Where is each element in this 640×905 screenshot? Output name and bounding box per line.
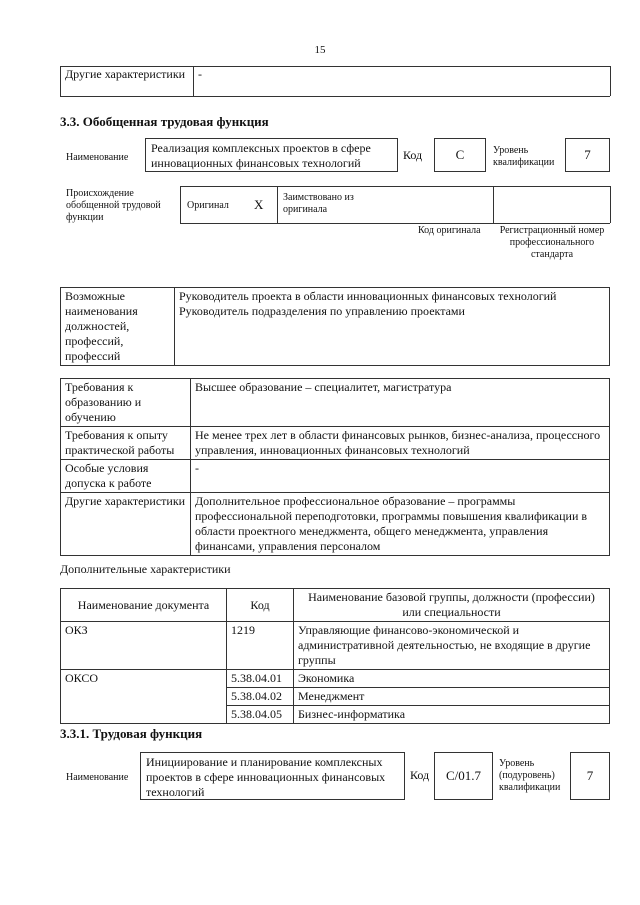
- positions-row: [61, 288, 610, 366]
- table-row: [61, 460, 610, 493]
- okso-code-3: 5.38.04.05: [227, 706, 294, 724]
- positions-value: [175, 288, 610, 366]
- tf-name-label: Наименование: [66, 772, 129, 783]
- req-other-label: Другие характеристики: [61, 493, 191, 556]
- gtf-level-box: [565, 138, 610, 172]
- table-row: [61, 589, 610, 622]
- req-conditions-label: Особые условия допуска к работе: [61, 460, 191, 493]
- req-experience-value: Не менее трех лет в области финансовых рынков, бизнес-анализа, процессного управления, инновационных финансовых технологий: [191, 427, 610, 460]
- tf-code-value: С/01.7: [445, 768, 482, 783]
- tf-code-label: Код: [410, 768, 430, 782]
- top-row-value: -: [198, 67, 202, 81]
- positions-label: Возможные наименования должностей, профессий, профессий: [61, 288, 175, 366]
- gtf-origin-label: Происхождение обобщенной трудовой функции: [66, 188, 161, 223]
- col-header-document: Наименование документа: [61, 589, 227, 622]
- additional-title: Дополнительные характеристики: [60, 562, 231, 576]
- table-row: [61, 427, 610, 460]
- top-row-label: Другие характеристики: [65, 67, 186, 81]
- tf-name-value: Инициирование и планирование комплексных проектов в сфере инновационных финансовых технологий: [146, 755, 386, 799]
- origin-border-1: [180, 186, 181, 223]
- req-education-value: Высшее образование – специалитет, магистратура: [191, 379, 610, 427]
- gtf-name-box: [145, 138, 398, 172]
- table-row: [61, 493, 610, 556]
- gtf-name-label: Наименование: [66, 152, 129, 163]
- tf-level-box: [570, 752, 610, 800]
- top-row-border-left: [60, 66, 61, 96]
- okso-doc: ОКСО: [61, 670, 227, 724]
- gtf-level-label: Уровень квалификации: [493, 145, 555, 168]
- col-header-name: Наименование базовой группы, должности (профессии) или специальности: [294, 589, 610, 622]
- req-experience-label: Требования к опыту практической работы: [61, 427, 191, 460]
- gtf-original-label: Оригинал: [187, 200, 229, 211]
- table-row: [61, 670, 610, 688]
- page-number: 15: [314, 44, 326, 56]
- okz-code: 1219: [227, 622, 294, 670]
- top-row-border-right: [610, 66, 611, 96]
- gtf-code-original-label: Код оригинала: [418, 225, 481, 236]
- okso-name-3: Бизнес-информатика: [294, 706, 610, 724]
- okso-code-2: 5.38.04.02: [227, 688, 294, 706]
- gtf-code-box: [434, 138, 486, 172]
- origin-border-2: [277, 186, 278, 223]
- section-3-3-heading: 3.3. Обобщенная трудовая функция: [60, 114, 269, 129]
- gtf-original-mark: X: [254, 197, 264, 212]
- tf-level-label: Уровень (подуровень) квалификации: [499, 758, 561, 793]
- origin-border-4: [610, 186, 611, 223]
- position-line-1: Руководитель проекта в области инновационных финансовых технологий: [179, 289, 557, 303]
- origin-border-3: [493, 186, 494, 223]
- okso-code-1: 5.38.04.01: [227, 670, 294, 688]
- table-row: [61, 622, 610, 670]
- top-row-border-bottom: [60, 96, 610, 97]
- gtf-reg-number-label: Регистрационный номер профессионального стандарта: [499, 225, 605, 260]
- okso-name-1: Экономика: [294, 670, 610, 688]
- top-row-border-mid: [193, 66, 194, 96]
- req-education-label: Требования к образованию и обучению: [61, 379, 191, 427]
- requirements-table: [60, 378, 610, 556]
- col-header-code: Код: [227, 589, 294, 622]
- gtf-borrowed-label: Заимствовано из оригинала: [283, 192, 354, 215]
- section-3-3-1-heading: 3.3.1. Трудовая функция: [60, 726, 203, 741]
- okz-doc: ОКЗ: [61, 622, 227, 670]
- additional-table: [60, 588, 610, 724]
- gtf-code-value: С: [455, 147, 465, 162]
- position-line-2: Руководитель подразделения по управлению проектами: [179, 304, 465, 318]
- origin-row-border-top: [180, 186, 610, 187]
- req-other-value: Дополнительное профессиональное образование – программы профессиональной переподготовки, программы повышения квалификации в области проектного менеджмента, общего менеджмента, управления финансами, управления персоналом: [191, 493, 610, 556]
- okso-name-2: Менеджмент: [294, 688, 610, 706]
- positions-table: [60, 287, 610, 366]
- tf-level-value: 7: [586, 768, 594, 783]
- table-row: [61, 379, 610, 427]
- okz-name: Управляющие финансово-экономической и административной деятельностью, не входящие в другие группы: [294, 622, 610, 670]
- gtf-level-value: 7: [584, 147, 591, 162]
- gtf-code-label: Код: [403, 148, 423, 162]
- gtf-name-value: Реализация комплексных проектов в сфере инновационных финансовых технологий: [151, 141, 371, 170]
- req-conditions-value: -: [191, 460, 610, 493]
- origin-row-border-bottom: [180, 223, 610, 224]
- tf-name-box: [140, 752, 405, 800]
- tf-code-box: [434, 752, 493, 800]
